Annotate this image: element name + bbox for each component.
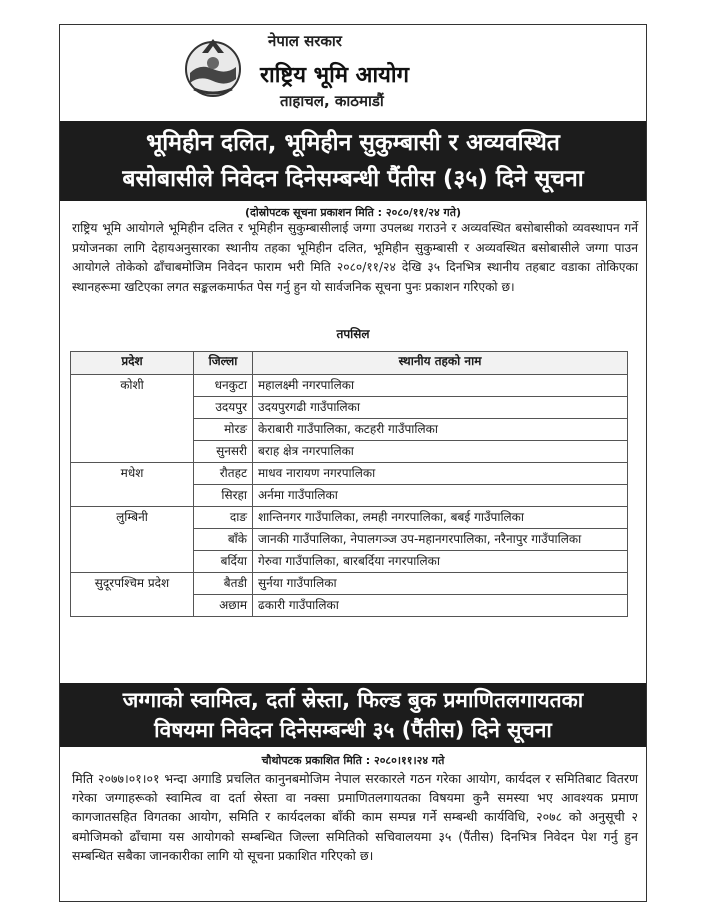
local-level-cell: जानकी गाउँपालिका, नेपालगञ्ज उप-महानगरपालिका, नरैनापुर गाउँपालिका [253, 529, 628, 551]
district-cell: उदयपुर [194, 397, 253, 419]
notice1-title [60, 121, 646, 201]
local-level-cell: ढकारी गाउँपालिका [253, 595, 628, 617]
district-cell: बाँके [194, 529, 253, 551]
province-cell: मधेश [71, 463, 194, 507]
local-level-cell: महालक्ष्मी नगरपालिका [253, 375, 628, 397]
local-level-cell: माधव नारायण नगरपालिका [253, 463, 628, 485]
govt-name: नेपाल सरकार [268, 32, 342, 50]
schedule-title: तपसिल [336, 327, 370, 341]
district-cell: धनकुटा [194, 375, 253, 397]
province-cell: सुदूरपश्चिम प्रदेश [71, 573, 194, 617]
district-cell: सुनसरी [194, 441, 253, 463]
notice1-title-line2: बसोबासीले निवेदन दिनेसम्बन्धी पैंतीस (३५) दिने सूचना [122, 166, 584, 192]
notice2-title-line2: विषयमा निवेदन दिनेसम्बन्धी ३५ (पैंतीस) दिने सूचना [154, 718, 552, 742]
district-cell: रौतहट [194, 463, 253, 485]
district-cell: बैतडी [194, 573, 253, 595]
province-cell: लुम्बिनी [71, 507, 194, 573]
notice1-publication-date: (दोस्रोपटक सूचना प्रकाशन मिति : २०८०/११/२४ गते) [244, 206, 462, 219]
notice1-title-line1: भूमिहीन दलित, भूमिहीन सुकुम्बासी र अव्यवस्थित [146, 130, 560, 156]
public-notice [59, 24, 647, 902]
district-cell: मोरङ [194, 419, 253, 441]
notice2-title-line1: जग्गाको स्वामित्व, दर्ता स्रेस्ता, फिल्ड बुक प्रमाणितलगायतका [122, 688, 584, 712]
commission-name: राष्ट्रिय भूमि आयोग [260, 63, 409, 88]
local-level-cell: अर्नमा गाउँपालिका [253, 485, 628, 507]
local-level-cell: सुर्नया गाउँपालिका [253, 573, 628, 595]
province-cell: कोशी [71, 375, 194, 463]
district-cell: सिरहा [194, 485, 253, 507]
table-row [71, 573, 628, 595]
local-level-cell: गेरुवा गाउँपालिका, बारबर्दिया नगरपालिका [253, 551, 628, 573]
government-emblem-icon [180, 33, 246, 99]
district-cell: बर्दिया [194, 551, 253, 573]
office-location: ताहाचल, काठमाडौं [280, 92, 384, 110]
table-row [71, 507, 628, 529]
local-level-cell: उदयपुरगढी गाउँपालिका [253, 397, 628, 419]
district-cell: अछाम [194, 595, 253, 617]
table-row [71, 375, 628, 397]
notice2-publication-date: चौथोपटक प्रकाशित मिति : २०८०।११।२४ गते [261, 754, 445, 767]
column-header-district: जिल्ला [194, 352, 253, 375]
header [60, 25, 646, 117]
district-cell: दाङ [194, 507, 253, 529]
table-header-row [71, 352, 628, 375]
column-header-province: प्रदेश [71, 352, 194, 375]
local-levels-table [70, 351, 628, 617]
local-level-cell: शान्तिनगर गाउँपालिका, लमही नगरपालिका, बबई गाउँपालिका [253, 507, 628, 529]
notice1-body: राष्ट्रिय भूमि आयोगले भूमिहीन दलित र भूमिहीन सुकुम्बासीलाई जग्गा उपलब्ध गराउने र अव्यवस्थित बसोबासीको व्यवस्थापन गर्ने प्रयोजनका लागि देहायअनुसारका स्थानीय तहका भूमिहीन दलित, भूमिहीन सुकुम्बासी र अव्यवस्थित बसोबासीले जग्गा पाउन आयोगले तोकेको ढाँचाबमोजिम निवेदन फाराम भरी मिति २०८०/११/२४ देखि ३५ दिनभित्र स्थानीय तहबाट वडाका तोकिएका स्थानहरूमा खटिएका लगत सङ्कलकमार्फत पेस गर्नु हुन यो सार्वजनिक सूचना पुनः प्रकाशन गरिएको छ। [72, 221, 638, 294]
table-row [71, 463, 628, 485]
column-header-local-level: स्थानीय तहको नाम [253, 352, 628, 375]
notice2-title [60, 683, 646, 747]
local-level-cell: बराह क्षेत्र नगरपालिका [253, 441, 628, 463]
local-level-cell: केराबारी गाउँपालिका, कटहरी गाउँपालिका [253, 419, 628, 441]
notice2-body: मिति २०७७।०१।०१ भन्दा अगाडि प्रचलित कानुनबमोजिम नेपाल सरकारले गठन गरेका आयोग, कार्यदल र समितिबाट वितरण गरेका जग्गाहरूको स्वामित्व वा दर्ता स्रेस्ता वा नक्सा प्रमाणितलगायतका विषयमा कुनै समस्या भए आवश्यक प्रमाण कागजातसहित विगतका आयोग, समिति र कार्यदलका बाँकी काम सम्पन्न गर्ने सम्बन्धी कार्यविधि, २०७८ को अनुसूची २ बमोजिमको ढाँचामा यस आयोगको सम्बन्धित जिल्ला समितिको सचिवालयमा ३५ (पैंतीस) दिनभित्र निवेदन पेश गर्नु हुन सम्बन्धित सबैका जानकारीका लागि यो सूचना प्रकाशित गरिएको छ। [72, 771, 638, 863]
